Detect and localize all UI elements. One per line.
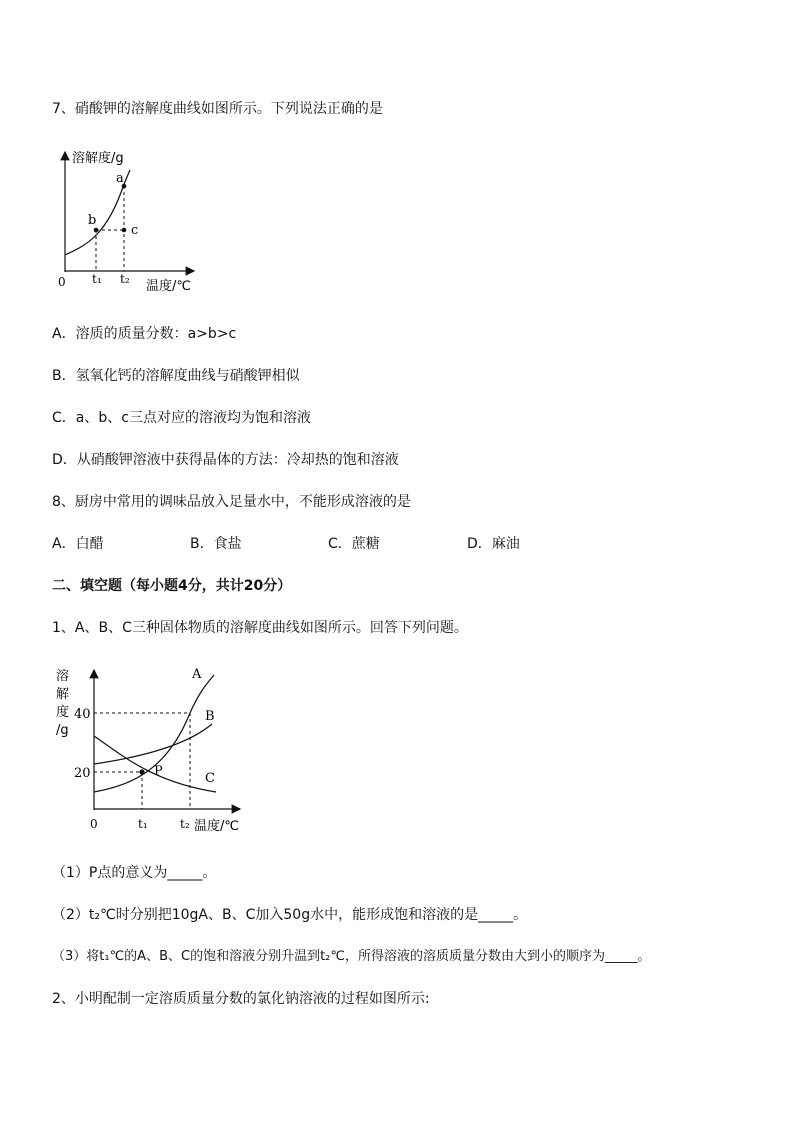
q8-stem: 8、厨房中常用的调味品放入足量水中，不能形成溶液的是	[52, 494, 411, 510]
fill1-tick-t1: t₁	[138, 817, 148, 831]
fill1-sub3: （3）将t₁℃的A、B、C的饱和溶液分别升温到t₂℃，所得溶液的溶质质量分数由大到小的顺序为_____。	[52, 949, 651, 964]
q7-origin: 0	[58, 275, 66, 289]
fill1-stem: 1、A、B、C三种固体物质的溶解度曲线如图所示。回答下列问题。	[52, 620, 468, 636]
q7-tick-t2: t₂	[120, 272, 130, 286]
fill1-ylabel-2: 解	[56, 687, 70, 702]
q7-tick-t1: t₁	[92, 272, 102, 286]
fill1-ylabel-4: /g	[56, 723, 69, 738]
q7-ylabel: 溶解度/g	[72, 151, 124, 166]
fill1-label-a: A	[192, 667, 202, 682]
fill1-xlabel: 温度/℃	[194, 819, 239, 834]
fill1-tick-20: 20	[74, 766, 91, 781]
fill1-sub1: （1）P点的意义为_____。	[52, 865, 217, 881]
q8-option-c: C．蔗糖	[328, 536, 380, 552]
q7-option-a: A．溶质的质量分数：a>b>c	[52, 326, 237, 342]
section-heading: 二、填空题（每小题4分，共计20分）	[52, 578, 292, 594]
q7-option-b: B．氢氧化钙的溶解度曲线与硝酸钾相似	[52, 368, 300, 384]
q7-label-c: c	[131, 223, 139, 238]
fill2-stem: 2、小明配制一定溶质质量分数的氯化钠溶液的过程如图所示:	[52, 991, 430, 1007]
q8-option-a: A．白醋	[52, 536, 104, 552]
fill1-tick-t2: t₂	[180, 817, 190, 831]
fill1-figure	[52, 660, 252, 840]
fill1-label-b: B	[205, 709, 215, 724]
fill1-tick-40: 40	[74, 707, 91, 722]
q7-stem: 7、硝酸钾的溶解度曲线如图所示。下列说法正确的是	[52, 101, 383, 117]
q7-xlabel: 温度/℃	[146, 279, 191, 294]
q7-label-b: b	[88, 213, 97, 228]
q8-option-d: D．麻油	[467, 536, 520, 552]
fill1-ylabel-3: 度	[56, 705, 70, 720]
fill1-sub2: （2）t₂℃时分别把10gA、B、C加入50g水中，能形成饱和溶液的是_____。	[52, 907, 528, 923]
q7-figure	[52, 140, 212, 300]
fill1-ylabel-1: 溶	[56, 669, 70, 684]
fill1-point-p	[139, 769, 144, 774]
fill1-origin: 0	[90, 817, 98, 831]
q7-option-d: D．从硝酸钾溶液中获得晶体的方法：冷却热的饱和溶液	[52, 452, 399, 468]
q8-option-b: B．食盐	[190, 536, 242, 552]
fill1-label-p: P	[154, 764, 163, 779]
fill1-label-c: C	[205, 771, 215, 786]
q7-label-a: a	[116, 171, 124, 186]
q7-option-c: C．a、b、c三点对应的溶液均为饱和溶液	[52, 410, 311, 426]
fill1-curve-b	[94, 724, 212, 764]
